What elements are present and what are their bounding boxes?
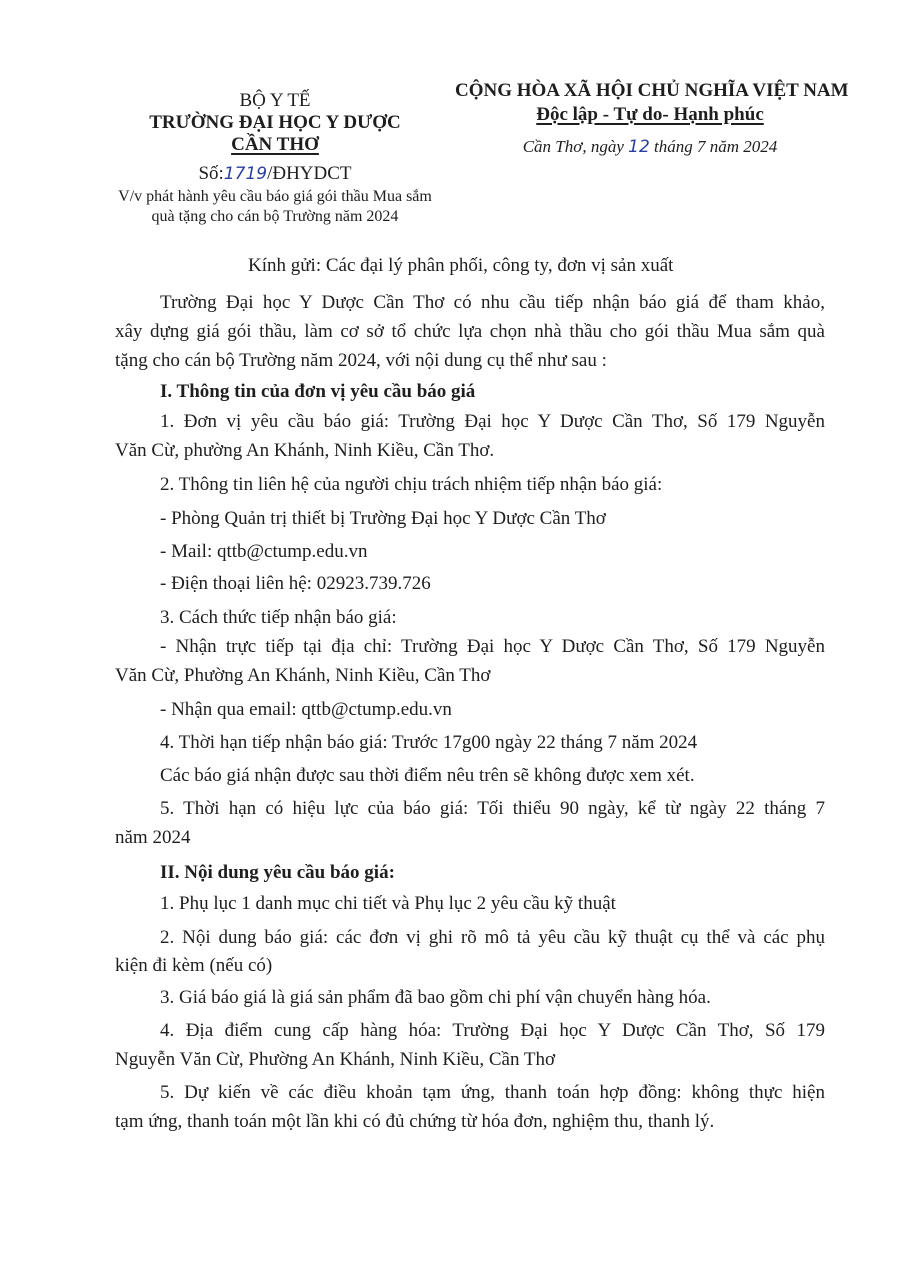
s1-item5-line2: năm 2024 <box>115 827 191 848</box>
date-suffix: tháng 7 năm 2024 <box>654 137 778 156</box>
s1-item2-mail: - Mail: qttb@ctump.edu.vn <box>160 541 368 562</box>
school-name-line1: TRƯỜNG ĐẠI HỌC Y DƯỢC <box>149 112 401 133</box>
document-number <box>140 163 410 185</box>
s2-item5-line1: 5. Dự kiến về các điều khoản tạm ứng, thanh toán hợp đồng: không thực hiện <box>160 1082 825 1103</box>
s1-item2: 2. Thông tin liên hệ của người chịu trách nhiệm tiếp nhận báo giá: <box>160 474 663 495</box>
s1-item1-line1: 1. Đơn vị yêu cầu báo giá: Trường Đại học Y Dược Cần Thơ, Số 179 Nguyễn <box>160 411 825 432</box>
s2-item1: 1. Phụ lục 1 danh mục chi tiết và Phụ lục 2 yêu cầu kỹ thuật <box>160 893 616 914</box>
s1-item4: 4. Thời hạn tiếp nhận báo giá: Trước 17g00 ngày 22 tháng 7 năm 2024 <box>160 732 698 753</box>
date-prefix: Cần Thơ, ngày <box>522 137 624 156</box>
section-2-title: II. Nội dung yêu cầu báo giá: <box>160 862 395 883</box>
s1-item3-direct-line1: - Nhận trực tiếp tại địa chỉ: Trường Đại học Y Dược Cần Thơ, Số 179 Nguyễn <box>160 636 825 657</box>
s1-item3-direct-line2: Văn Cừ, Phường An Khánh, Ninh Kiều, Cần Thơ <box>115 665 491 686</box>
s2-item4-line2: Nguyễn Văn Cừ, Phường An Khánh, Ninh Kiều, Cần Thơ <box>115 1049 556 1070</box>
s1-item2-dept: - Phòng Quản trị thiết bị Trường Đại học Y Dược Cần Thơ <box>160 508 606 529</box>
intro-line2: xây dựng giá gói thầu, làm cơ sở tổ chức lựa chọn nhà thầu cho gói thầu Mua sắm quà <box>115 321 825 342</box>
document-date <box>455 137 845 157</box>
s1-item4-note: Các báo giá nhận được sau thời điểm nêu trên sẽ không được xem xét. <box>160 765 695 786</box>
subject-line2: quà tặng cho cán bộ Trường năm 2024 <box>151 208 399 225</box>
s2-item4-line1: 4. Địa điểm cung cấp hàng hóa: Trường Đại học Y Dược Cần Thơ, Số 179 <box>160 1020 825 1041</box>
s1-item1-line2: Văn Cừ, phường An Khánh, Ninh Kiều, Cần Thơ. <box>115 440 495 461</box>
number-suffix: /ĐHYDCT <box>267 163 352 184</box>
s1-item3-email: - Nhận qua email: qttb@ctump.edu.vn <box>160 699 452 720</box>
s2-item2-line1: 2. Nội dung báo giá: các đơn vị ghi rõ mô tả yêu cầu kỹ thuật cụ thể và các phụ <box>160 927 825 948</box>
subject-line1: V/v phát hành yêu cầu báo giá gói thầu Mua sắm <box>118 188 432 205</box>
ministry-name: BỘ Y TẾ <box>239 90 311 111</box>
s1-item3: 3. Cách thức tiếp nhận báo giá: <box>160 607 397 628</box>
intro-line1: Trường Đại học Y Dược Cần Thơ có nhu cầu tiếp nhận báo giá để tham khảo, <box>160 292 825 313</box>
s2-item3: 3. Giá báo giá là giá sản phẩm đã bao gồm chi phí vận chuyển hàng hóa. <box>160 987 711 1008</box>
s1-item2-phone: - Điện thoại liên hệ: 02923.739.726 <box>160 573 431 594</box>
intro-line3: tặng cho cán bộ Trường năm 2024, với nội dung cụ thể như sau : <box>115 350 607 371</box>
number-handwritten: 1719 <box>223 164 268 184</box>
school-name-line2: CẦN THƠ <box>231 134 319 155</box>
national-motto: Độc lập - Tự do- Hạnh phúc <box>536 104 764 125</box>
date-day-handwritten: 12 <box>628 137 650 157</box>
republic-name: CỘNG HÒA XÃ HỘI CHỦ NGHĨA VIỆT NAM <box>455 80 849 101</box>
s1-item5-line1: 5. Thời hạn có hiệu lực của báo giá: Tối thiểu 90 ngày, kể từ ngày 22 tháng 7 <box>160 798 825 819</box>
s2-item2-line2: kiện đi kèm (nếu có) <box>115 955 273 976</box>
number-prefix: Số: <box>198 163 224 184</box>
greeting: Kính gửi: Các đại lý phân phối, công ty, đơn vị sản xuất <box>248 255 674 276</box>
section-1-title: I. Thông tin của đơn vị yêu cầu báo giá <box>160 381 476 402</box>
s2-item5-line2: tạm ứng, thanh toán một lần khi có đủ chứng từ hóa đơn, nghiệm thu, thanh lý. <box>115 1111 715 1132</box>
